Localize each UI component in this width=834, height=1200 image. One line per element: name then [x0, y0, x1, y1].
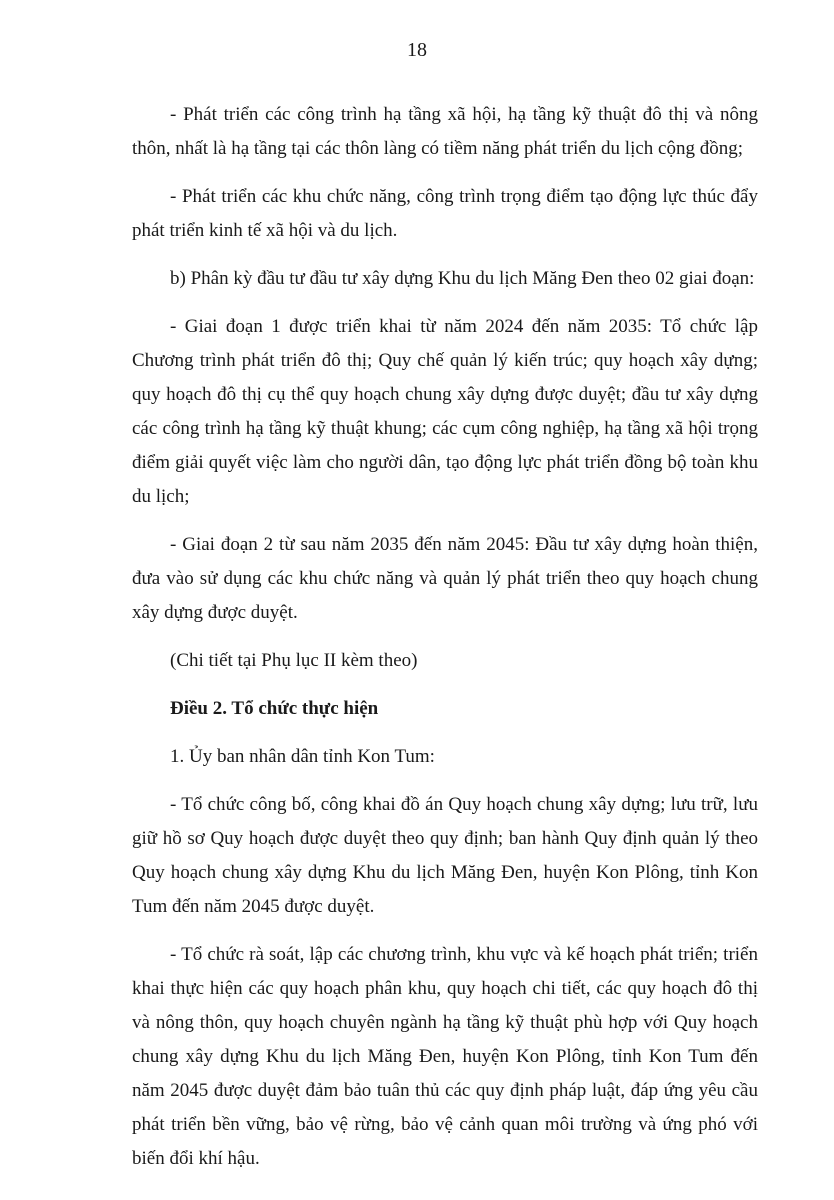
paragraph-investment-phases: b) Phân kỳ đầu tư đầu tư xây dựng Khu du lịch Măng Đen theo 02 giai đoạn: [170, 268, 755, 289]
page-number: 18 [407, 39, 427, 61]
paragraph-functional-areas: - Phát triển các khu chức năng, công trình trọng điểm tạo động lực thúc đẩy phát triển kinh tế xã hội và du lịch. [132, 186, 758, 241]
paragraph-social-infrastructure: - Phát triển các công trình hạ tầng xã hội, hạ tầng kỹ thuật đô thị và nông thôn, nhất là hạ tầng tại các thôn làng có tiềm năng phát triển du lịch cộng đồng; [132, 104, 758, 159]
paragraph-provincial-committee: 1. Ủy ban nhân dân tỉnh Kon Tum: [170, 746, 435, 767]
paragraph-appendix-reference: (Chi tiết tại Phụ lục II kèm theo) [170, 650, 418, 671]
article-2-heading: Điều 2. Tổ chức thực hiện [170, 698, 379, 719]
paragraph-publish-plan: - Tổ chức công bố, công khai đồ án Quy hoạch chung xây dựng; lưu trữ, lưu giữ hồ sơ Quy hoạch được duyệt theo quy định; ban hành Quy định quản lý theo Quy hoạch chung xây dựng Khu du lịch Măng Đen, huyện Kon Plông, tỉnh Kon Tum đến năm 2045 được duyệt. [132, 794, 758, 917]
paragraph-phase-2: - Giai đoạn 2 từ sau năm 2035 đến năm 2045: Đầu tư xây dựng hoàn thiện, đưa vào sử dụng các khu chức năng và quản lý phát triển theo quy hoạch chung xây dựng được duyệt. [132, 534, 758, 623]
document-body [132, 98, 758, 1190]
paragraph-review-plans: - Tổ chức rà soát, lập các chương trình, khu vực và kế hoạch phát triển; triển khai thực hiện các quy hoạch phân khu, quy hoạch chi tiết, các quy hoạch đô thị và nông thôn, quy hoạch chuyên ngành hạ tầng kỹ thuật phù hợp với Quy hoạch chung xây dựng Khu du lịch Măng Đen, huyện Kon Plông, tỉnh Kon Tum đến năm 2045 được duyệt đảm bảo tuân thủ các quy định pháp luật, đáp ứng yêu cầu phát triển bền vững, bảo vệ rừng, bảo vệ cảnh quan môi trường và ứng phó với biến đổi khí hậu. [132, 944, 758, 1169]
paragraph-phase-1: - Giai đoạn 1 được triển khai từ năm 2024 đến năm 2035: Tổ chức lập Chương trình phát triển đô thị; Quy chế quản lý kiến trúc; quy hoạch xây dựng; quy hoạch đô thị cụ thể quy hoạch chung xây dựng được duyệt; đầu tư xây dựng các công trình hạ tầng kỹ thuật khung; các cụm công nghiệp, hạ tầng xã hội trọng điểm giải quyết việc làm cho người dân, tạo động lực phát triển đồng bộ toàn khu du lịch; [132, 316, 758, 507]
